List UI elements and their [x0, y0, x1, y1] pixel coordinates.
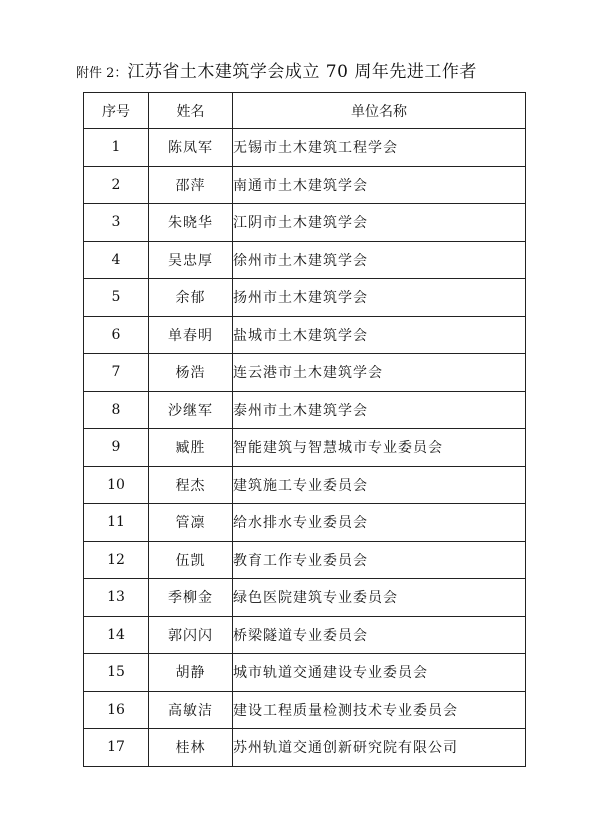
row-seq: 3 — [84, 204, 149, 242]
row-seq: 6 — [84, 316, 149, 354]
row-name: 胡静 — [149, 654, 233, 692]
row-name: 沙继军 — [149, 391, 233, 429]
row-seq: 10 — [84, 466, 149, 504]
table-row — [84, 166, 526, 204]
table-row — [84, 729, 526, 767]
table-row — [84, 241, 526, 279]
row-name: 程杰 — [149, 466, 233, 504]
row-unit: 盐城市土木建筑学会 — [233, 316, 526, 354]
row-unit: 建设工程质量检测技术专业委员会 — [233, 691, 526, 729]
row-name: 陈凤军 — [149, 129, 233, 167]
table-row — [84, 504, 526, 542]
table-row — [84, 316, 526, 354]
table-row — [84, 654, 526, 692]
row-seq: 1 — [84, 129, 149, 167]
row-seq: 17 — [84, 729, 149, 767]
row-unit: 泰州市土木建筑学会 — [233, 391, 526, 429]
row-unit: 建筑施工专业委员会 — [233, 466, 526, 504]
row-name: 杨浩 — [149, 354, 233, 392]
row-name: 臧胜 — [149, 429, 233, 467]
row-name: 吴忠厚 — [149, 241, 233, 279]
row-name: 余郁 — [149, 279, 233, 317]
row-unit: 桥梁隧道专业委员会 — [233, 616, 526, 654]
row-seq: 14 — [84, 616, 149, 654]
award-table — [83, 92, 526, 767]
row-unit: 扬州市土木建筑学会 — [233, 279, 526, 317]
row-unit: 南通市土木建筑学会 — [233, 166, 526, 204]
row-seq: 16 — [84, 691, 149, 729]
row-unit: 无锡市土木建筑工程学会 — [233, 129, 526, 167]
row-seq: 7 — [84, 354, 149, 392]
attachment-label: 附件 2： — [76, 66, 128, 81]
document-title: 江苏省土木建筑学会成立 70 周年先进工作者 — [127, 62, 477, 82]
row-unit: 苏州轨道交通创新研究院有限公司 — [233, 729, 526, 767]
header-unit: 单位名称 — [233, 93, 526, 129]
row-name: 伍凯 — [149, 541, 233, 579]
row-seq: 8 — [84, 391, 149, 429]
row-unit: 连云港市土木建筑学会 — [233, 354, 526, 392]
row-unit: 绿色医院建筑专业委员会 — [233, 579, 526, 617]
row-name: 管凛 — [149, 504, 233, 542]
table-row — [84, 354, 526, 392]
row-seq: 5 — [84, 279, 149, 317]
table-row — [84, 579, 526, 617]
row-seq: 9 — [84, 429, 149, 467]
table-row — [84, 129, 526, 167]
header-seq: 序号 — [84, 93, 149, 129]
row-name: 邵萍 — [149, 166, 233, 204]
table-row — [84, 429, 526, 467]
table-row — [84, 541, 526, 579]
row-name: 朱晓华 — [149, 204, 233, 242]
row-seq: 13 — [84, 579, 149, 617]
row-name: 高敏洁 — [149, 691, 233, 729]
row-unit: 徐州市土木建筑学会 — [233, 241, 526, 279]
row-seq: 2 — [84, 166, 149, 204]
table-header — [84, 93, 526, 129]
header-name: 姓名 — [149, 93, 233, 129]
row-seq: 15 — [84, 654, 149, 692]
table-row — [84, 616, 526, 654]
row-unit: 教育工作专业委员会 — [233, 541, 526, 579]
table-row — [84, 691, 526, 729]
table-row — [84, 466, 526, 504]
row-name: 季柳金 — [149, 579, 233, 617]
table-row — [84, 279, 526, 317]
row-unit: 给水排水专业委员会 — [233, 504, 526, 542]
row-unit: 江阴市土木建筑学会 — [233, 204, 526, 242]
table-body — [84, 129, 526, 767]
row-unit: 智能建筑与智慧城市专业委员会 — [233, 429, 526, 467]
header-row — [84, 93, 526, 129]
table-row — [84, 391, 526, 429]
row-name: 单春明 — [149, 316, 233, 354]
table-row — [84, 204, 526, 242]
row-seq: 12 — [84, 541, 149, 579]
row-unit: 城市轨道交通建设专业委员会 — [233, 654, 526, 692]
page-title — [76, 60, 477, 86]
row-seq: 11 — [84, 504, 149, 542]
row-seq: 4 — [84, 241, 149, 279]
row-name: 郭闪闪 — [149, 616, 233, 654]
row-name: 桂林 — [149, 729, 233, 767]
